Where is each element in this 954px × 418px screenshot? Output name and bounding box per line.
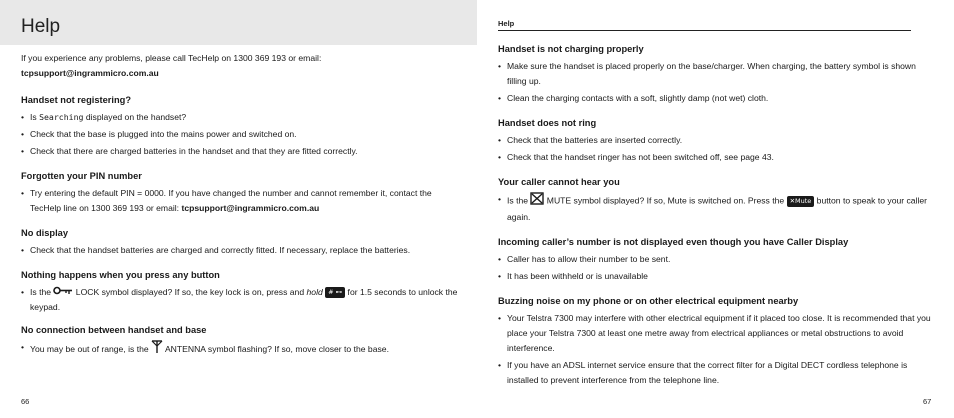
section-no-display <box>21 226 459 258</box>
display-text: Searching <box>39 112 84 122</box>
bullet-text: Is the <box>507 195 531 206</box>
bullet-emphasis: hold <box>306 287 323 297</box>
bullet-text: displayed on the handset? <box>83 112 187 122</box>
list-item: • It has been withheld or is unavailable <box>498 269 934 284</box>
bullet-list <box>498 59 934 106</box>
bullet-list <box>21 340 459 359</box>
list-item: • Check that there are charged batteries in the handset and that they are fitted correctly. <box>21 144 459 159</box>
list-item: • Check that the handset ringer has not been switched off, see page 43. <box>498 150 934 165</box>
section-heading: No connection between handset and base <box>21 325 207 336</box>
page-number: 67 <box>923 397 932 406</box>
list-item <box>21 186 459 216</box>
list-item: • Clean the charging contacts with a soft, slightly damp (not wet) cloth. <box>498 91 934 106</box>
bullet-text: ANTENNA symbol flashing? If so, move closer to the base. <box>163 344 389 354</box>
list-item: • Make sure the handset is placed properly on the base/charger. When charging, the battery symbol is shown filling up. <box>498 59 934 89</box>
section-heading: Incoming caller’s number is not displayed even though you have Caller Display <box>498 237 849 247</box>
bullet-list <box>21 243 459 258</box>
list-item <box>498 192 934 225</box>
section-forgotten-pin <box>21 169 459 216</box>
section-caller-display <box>498 235 934 284</box>
section-heading: Buzzing noise on my phone or on other electrical equipment nearby <box>498 296 799 306</box>
bullet-list <box>498 311 934 388</box>
right-content <box>498 42 934 390</box>
section-caller-cannot-hear <box>498 175 934 225</box>
list-item: • Check that the base is plugged into the mains power and switched on. <box>21 127 459 142</box>
section-handset-not-registering <box>21 93 459 159</box>
list-item <box>21 285 459 315</box>
section-not-charging <box>498 42 934 106</box>
key-lock-icon <box>53 285 73 300</box>
hash-key-icon: # ⊷ <box>325 287 345 298</box>
list-item: • Check that the handset batteries are charged and correctly fitted. If necessary, replace the batteries. <box>21 243 459 258</box>
section-does-not-ring <box>498 116 934 165</box>
section-buzzing-noise <box>498 294 934 388</box>
section-heading: Nothing happens when you press any button <box>21 270 220 280</box>
section-heading: Handset does not ring <box>498 118 597 128</box>
list-item: • If you have an ADSL internet service ensure that the correct filter for a Digital DECT cordless telephone is installed to prevent interference from the telephone line. <box>498 358 934 388</box>
mute-key-icon: ✕Mute <box>787 196 815 207</box>
bullet-text: for 1.5 seconds to unlock the keypad. <box>30 287 458 313</box>
section-heading: Forgotten your PIN number <box>21 171 142 181</box>
section-heading: Handset not registering? <box>21 95 132 105</box>
right-page <box>477 0 954 418</box>
section-heading: Handset is not charging properly <box>498 44 644 54</box>
antenna-icon <box>151 340 163 359</box>
running-head: Help <box>498 19 515 28</box>
support-email: tcpsupport@ingrammicro.com.au <box>181 203 320 213</box>
list-item: • Check that the batteries are inserted correctly. <box>498 133 934 148</box>
header-divider <box>498 30 911 31</box>
bullet-list <box>21 110 459 159</box>
mute-icon <box>530 192 544 210</box>
intro-email: tcpsupport@ingrammicro.com.au <box>21 68 159 78</box>
bullet-list <box>498 192 934 225</box>
bullet-text: LOCK symbol displayed? If so, the key lock is on, press and <box>73 287 307 297</box>
bullet-list <box>498 252 934 284</box>
intro-text: If you experience any problems, please call TecHelp on 1300 369 193 or email: <box>21 53 322 63</box>
section-no-connection <box>21 323 459 359</box>
bullet-list <box>21 285 459 315</box>
list-item: • Caller has to allow their number to be sent. <box>498 252 934 267</box>
list-item <box>21 340 459 359</box>
bullet-text: Try entering the default PIN = 0000. If you have changed the number and cannot remember it, contact the TecHelp line on 1300 369 193 or email: <box>30 188 432 213</box>
bullet-text: You may be out of range, is the <box>30 344 152 354</box>
page-title: Help <box>21 16 61 37</box>
bullet-list <box>498 133 934 165</box>
section-heading: No display <box>21 228 69 238</box>
section-nothing-happens <box>21 268 459 315</box>
section-heading: Your caller cannot hear you <box>498 177 620 187</box>
title-band <box>0 0 477 45</box>
list-item <box>21 110 459 125</box>
bullet-text: button to speak to your caller again. <box>507 195 928 222</box>
intro-paragraph <box>21 51 459 81</box>
list-item: • Your Telstra 7300 may interfere with other electrical equipment if it placed too close. It is recommended that you place your Telstra 7300 at least one metre away from electrical appliances or metal obstructions to avoid interference. <box>498 311 934 356</box>
bullet-text: MUTE symbol displayed? If so, Mute is switched on. Press the <box>544 195 787 206</box>
bullet-text: Is <box>30 112 40 122</box>
page-number: 66 <box>21 397 30 406</box>
left-content <box>21 51 459 361</box>
bullet-text: Is the <box>30 287 54 297</box>
bullet-list <box>21 186 459 216</box>
